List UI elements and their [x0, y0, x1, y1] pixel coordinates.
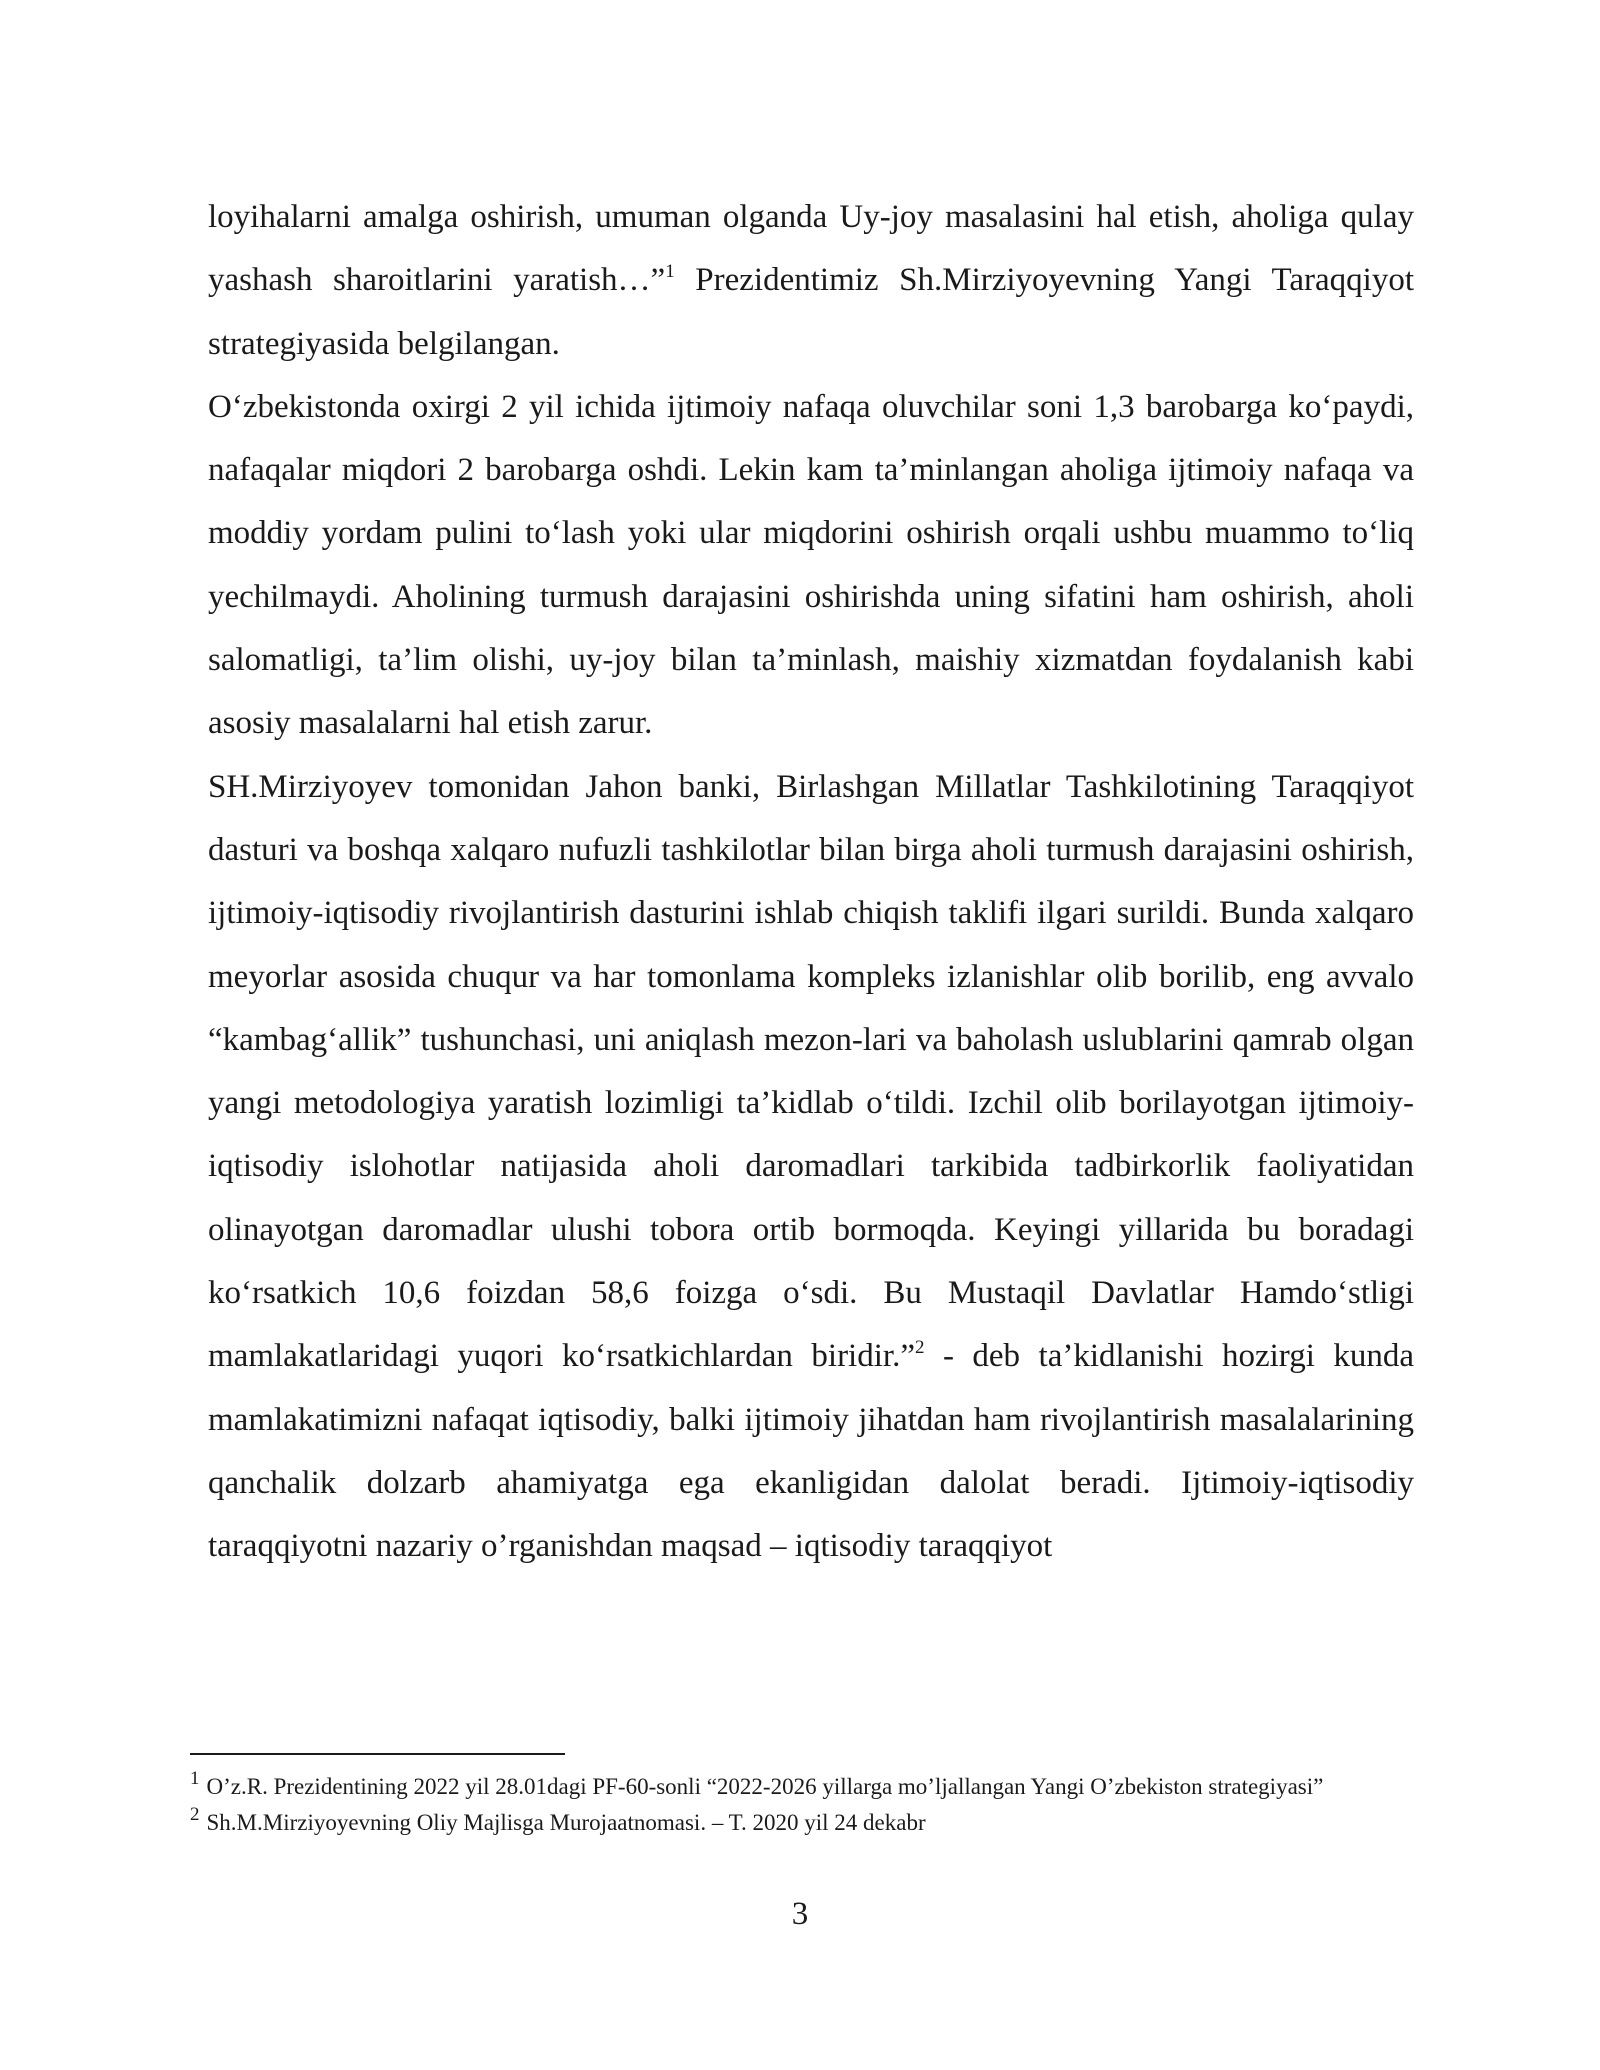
- paragraph-2: O‘zbekistonda oxirgi 2 yil ichida ijtimoiy nafaqa oluvchilar soni 1,3 barobarga ko‘paydi, nafaqalar miqdori 2 barobarga oshdi. Lekin kam ta’minlangan aholiga ijtimoiy nafaqa va moddiy yordam pulini to‘lash yoki ular miqdorini oshirish orqali ushbu muammo to‘liq yechilmaydi. Aholining turmush darajasini oshirishda uning sifatini ham oshirish, aholi salomatligi, ta’lim olishi, uy-joy bilan ta’minlash, maishiy xizmatdan foydalanish kabi asosiy masalalarni hal etish zarur.: [208, 388, 1414, 742]
- body-text: [208, 186, 1414, 1579]
- paragraph-3-text: SH.Mirziyoyev tomonidan Jahon banki, Birlashgan Millatlar Tashkilotining Taraqqiyot dasturi va boshqa xalqaro nufuzli tashkilotlar bilan birga aholi turmush darajasini oshirish, ijtimoiy-iqtisodiy rivojlantirish dasturini ishlab chiqish taklifi ilgari surildi. Bunda xalqaro meyorlar asosida chuqur va har tomonlama kompleks izlanishlar olib borilib, eng avvalo “kambag‘allik” tushunchasi, uni aniqlash mezon-lari va baholash uslublarini qamrab olgan yangi metodologiya yaratish lozimligi ta’kidlab o‘tildi. Izchil olib borilayotgan ijtimoiy-iqtisodiy islohotlar natijasida aholi daromadlari tarkibida tadbirkorlik faoliyatidan olinayotgan daromadlar ulushi tobora ortib bormoqda. Keyingi yillarida bu boradagi ko‘rsatkich 10,6 foizdan 58,6 foizga o‘sdi. Bu Mustaqil Davlatlar Hamdo‘stligi mamlakatlaridagi yuqori ko‘rsatkichlardan biridir.”: [208, 768, 1414, 1375]
- footnote-1: [190, 1768, 1414, 1802]
- footnote-2: [190, 1804, 1414, 1838]
- paragraph-3-text-continued: - deb ta’kidlanishi hozirgi kunda mamlakatimizni nafaqat iqtisodiy, balki ijtimoiy jihatdan ham rivojlantirish masalalarining qanchalik dolzarb ahamiyatga ega ekanligidan dalolat beradi. Ijtimoiy-iqtisodiy taraqqiyotni nazariy o’rganishdan maqsad – iqtisodiy taraqqiyot: [208, 1338, 1414, 1565]
- footnote-mark-2: 2: [190, 1804, 200, 1825]
- page-number: 3: [791, 1896, 809, 1932]
- paragraph-3: [208, 756, 1414, 1579]
- footnotes: [190, 1768, 1414, 1838]
- paragraph-1-text-continued: Prezidentimiz Sh.Mirziyoyevning Yangi Taraqqiyot strategiyasida belgilangan.: [208, 262, 1414, 362]
- footnote-ref-2: 2: [914, 1337, 925, 1359]
- paragraph-1-text: loyihalarni amalga oshirish, umuman olganda Uy-joy masalasini hal etish, aholiga qulay yashash sharoitlarini yaratish…”: [208, 199, 1414, 299]
- footnote-1-text: O’z.R. Prezidentining 2022 yil 28.01dagi PF-60-sonli “2022-2026 yillarga mo’ljallangan Yangi O’zbekiston strategiyasi”: [206, 1774, 1324, 1799]
- footnote-separator: [190, 1753, 565, 1755]
- paragraph-1: [208, 186, 1414, 376]
- footnote-ref-1: 1: [665, 261, 675, 283]
- footnote-2-text: Sh.M.Mirziyoyevning Oliy Majlisga Murojaatnomasi. – T. 2020 yil 24 dekabr: [206, 1810, 926, 1835]
- footnote-mark-1: 1: [190, 1768, 200, 1789]
